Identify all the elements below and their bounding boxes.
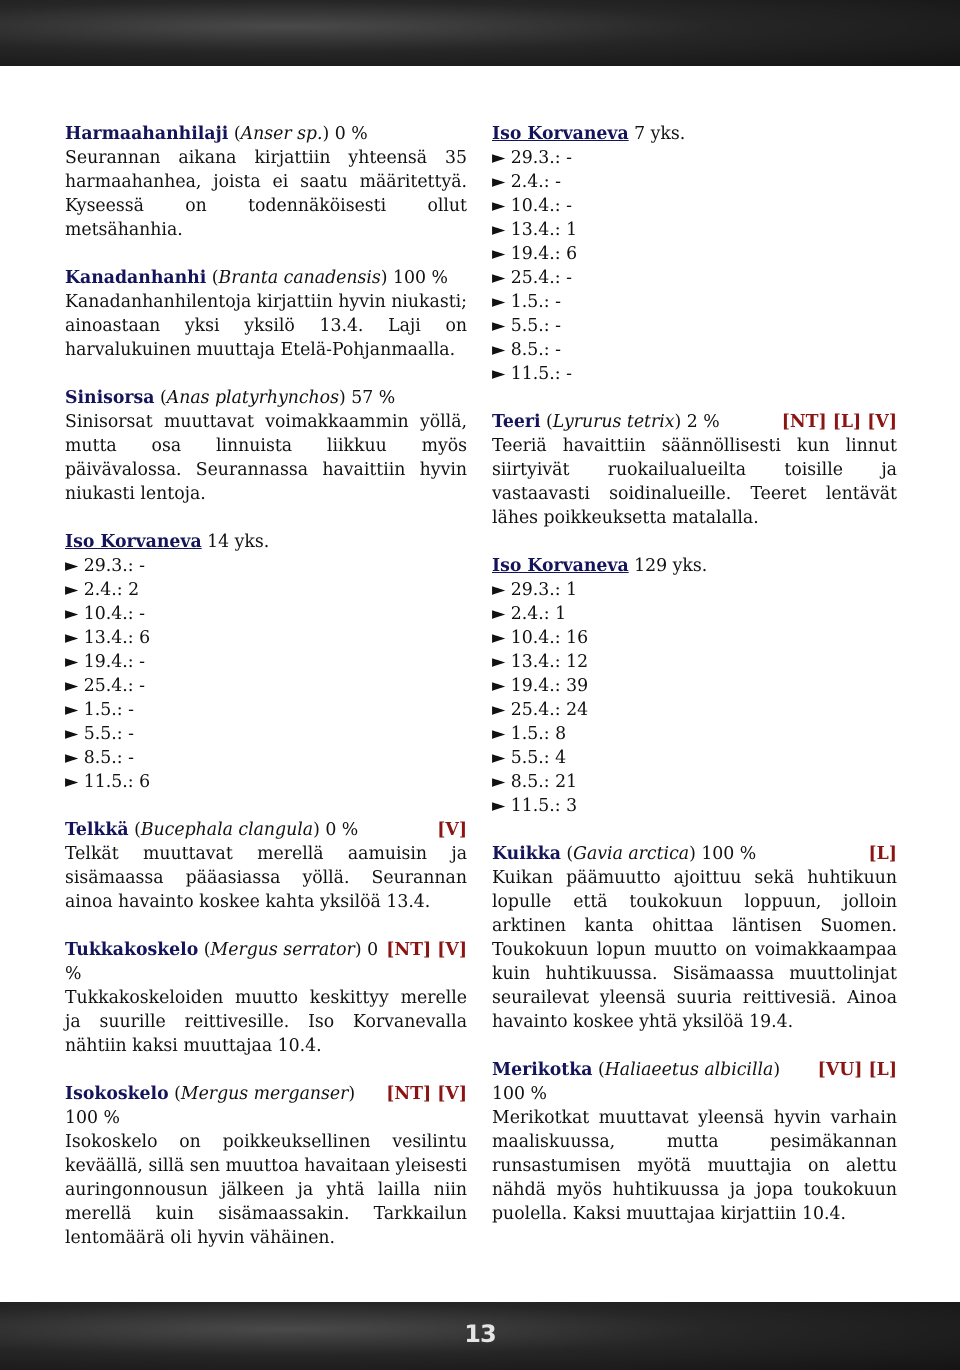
observation-item: ► 19.4.: - — [65, 650, 467, 674]
observation-item: ► 25.4.: - — [65, 674, 467, 698]
site-count: 14 yks. — [207, 532, 270, 552]
species-entry-merikotka — [492, 1058, 897, 1226]
percentage: 0 % — [334, 124, 368, 144]
species-entry-tukkakoskelo — [65, 938, 467, 1058]
species-name: Sinisorsa — [65, 388, 155, 408]
species-name: Harmaahanhilaji — [65, 124, 229, 144]
site-title: Iso Korvaneva — [65, 532, 202, 552]
species-name: Kuikka — [492, 844, 561, 864]
observation-item: ► 19.4.: 6 — [492, 242, 897, 266]
species-heading: Sinisorsa (Anas platyrhynchos) 57 % — [65, 388, 396, 408]
species-name: Tukkakoskelo — [65, 940, 199, 960]
species-description: Teeriä havaittiin säännöllisesti kun linnut siirtyivät ruokailualueilta toisille ja vastaavasti soidinalueille. Teeret lentävät lähes poikkeuksetta matalalla. — [492, 436, 897, 528]
right-column — [492, 122, 897, 1250]
species-name: Isokoskelo — [65, 1084, 169, 1104]
species-heading: Telkkä (Bucephala clangula) 0 % [V] — [65, 820, 467, 840]
latin-name: Mergus serrator — [210, 940, 355, 960]
site-block-teeri-prev — [492, 122, 897, 386]
observation-item: ► 25.4.: 24 — [492, 698, 897, 722]
species-description: Merikotkat muuttavat yleensä hyvin varhain maaliskuussa, mutta pesimäkannan runsastumisen myötä muuttajia on alettu nähdä myös huhtikuussa ja jopa toukokuun puolella. Kaksi muuttajaa kirjattiin 10.4. — [492, 1108, 897, 1224]
site-count: 7 yks. — [634, 124, 686, 144]
species-heading: Kanadanhanhi (Branta canadensis) 100 % — [65, 268, 448, 288]
observation-item: ► 19.4.: 39 — [492, 674, 897, 698]
observation-item: ► 29.3.: 1 — [492, 578, 897, 602]
observation-item: ► 11.5.: 3 — [492, 794, 897, 818]
species-description: Sinisorsat muuttavat voimakkaammin yöllä, mutta osa linnuista liikkuu myös päivävalossa. Seurannassa havaittiin hyvin niukasti lentoja. — [65, 412, 467, 504]
latin-name: Bucephala clangula — [140, 820, 314, 840]
percentage: 100 % — [65, 1108, 120, 1128]
latin-name: Anser sp. — [240, 124, 323, 144]
species-heading: Harmaahanhilaji (Anser sp.) 0 % — [65, 124, 368, 144]
observation-item: ► 13.4.: 1 — [492, 218, 897, 242]
species-heading: Merikotka (Haliaeetus albicilla) 100 % [VU] [L] — [492, 1060, 897, 1104]
latin-name: Anas platyrhynchos — [166, 388, 339, 408]
observation-item: ► 10.4.: - — [492, 194, 897, 218]
header-texture-band — [0, 0, 960, 66]
observation-item: ► 11.5.: 6 — [65, 770, 467, 794]
species-description: Telkät muuttavat merellä aamuisin ja sisämaassa pääasiassa yöllä. Seurannan ainoa havainto koskee kahta yksilöä 13.4. — [65, 844, 467, 912]
species-entry-teeri — [492, 410, 897, 530]
species-entry-kuikka — [492, 842, 897, 1034]
site-block-teeri — [492, 554, 897, 818]
observation-item: ► 1.5.: - — [492, 290, 897, 314]
site-title: Iso Korvaneva — [492, 556, 629, 576]
observation-item: ► 8.5.: 21 — [492, 770, 897, 794]
percentage: 100 % — [492, 1084, 547, 1104]
observation-item: ► 25.4.: - — [492, 266, 897, 290]
site-title: Iso Korvaneva — [492, 124, 629, 144]
species-entry-telkka — [65, 818, 467, 914]
species-heading: Isokoskelo (Mergus merganser) 100 % [NT] [V] — [65, 1084, 467, 1128]
observation-item: ► 5.5.: - — [492, 314, 897, 338]
observation-item: ► 2.4.: 2 — [65, 578, 467, 602]
species-entry-kanadanhanhi — [65, 266, 467, 362]
observation-item: ► 8.5.: - — [65, 746, 467, 770]
species-name: Teeri — [492, 412, 541, 432]
status-tags: [V] — [437, 820, 467, 840]
site-count: 129 yks. — [634, 556, 708, 576]
species-name: Merikotka — [492, 1060, 593, 1080]
observation-list — [65, 554, 467, 794]
percentage: 57 % — [351, 388, 396, 408]
species-entry-isokoskelo — [65, 1082, 467, 1250]
latin-name: Branta canadensis — [218, 268, 381, 288]
status-tags: [NT] [V] — [386, 940, 467, 960]
latin-name: Lyrurus tetrix — [552, 412, 675, 432]
observation-item: ► 1.5.: - — [65, 698, 467, 722]
percentage: 2 % — [686, 412, 720, 432]
species-description: Isokoskelo on poikkeuksellinen vesilintu keväällä, sillä sen muuttoa havaitaan yleisesti auringonnousun jälkeen ja yhtä lailla niin merellä kuin sisämaassakin. Tarkkailun lentomäärä oli hyvin vähäinen. — [65, 1132, 467, 1248]
status-tags: [VU] [L] — [817, 1060, 897, 1080]
species-heading: Kuikka (Gavia arctica) 100 % [L] — [492, 844, 897, 864]
species-heading: Teeri (Lyrurus tetrix) 2 % [NT] [L] [V] — [492, 412, 897, 432]
latin-name: Haliaeetus albicilla — [604, 1060, 774, 1080]
percentage: 100 % — [701, 844, 757, 864]
page-number: 13 — [464, 1320, 496, 1348]
observation-item: ► 5.5.: 4 — [492, 746, 897, 770]
status-tags: [NT] [L] [V] — [781, 412, 897, 432]
observation-item: ► 10.4.: - — [65, 602, 467, 626]
species-description: Tukkakoskeloiden muutto keskittyy merelle ja suurille reittivesille. Iso Korvanevalla nähtiin kaksi muuttajaa 10.4. — [65, 988, 467, 1056]
species-name: Telkkä — [65, 820, 129, 840]
observation-list — [492, 578, 897, 818]
species-description: Kuikan päämuutto ajoittuu sekä huhtikuun lopulle että toukokuun loppuun, jolloin arktinen kanta ohittaa läntisen Suomen. Toukokuun lopun muutto on voimakkaampaa kuin huhtikuussa. Sisämaassa muuttolinjat seurailevat yleensä suuria reittivesiä. Ainoa havainto koskee yhtä yksilöä 19.4. — [492, 868, 897, 1032]
observation-item: ► 29.3.: - — [492, 146, 897, 170]
site-block-sinisorsa — [65, 530, 467, 794]
species-name: Kanadanhanhi — [65, 268, 207, 288]
species-description: Seurannan aikana kirjattiin yhteensä 35 harmaahanhea, joista ei saatu määritettyä. Kyseessä on todennäköisesti ollut metsähanhia. — [65, 148, 467, 240]
status-tags: [NT] [V] — [386, 1084, 467, 1104]
percentage: 0 % — [65, 940, 379, 984]
observation-item: ► 11.5.: - — [492, 362, 897, 386]
latin-name: Mergus merganser — [180, 1084, 349, 1104]
observation-item: ► 5.5.: - — [65, 722, 467, 746]
species-description: Kanadanhanhilentoja kirjattiin hyvin niukasti; ainoastaan yksi yksilö 13.4. Laji on harvalukuinen muuttaja Etelä-Pohjanmaalla. — [65, 292, 467, 360]
observation-item: ► 13.4.: 6 — [65, 626, 467, 650]
observation-list — [492, 146, 897, 386]
observation-item: ► 10.4.: 16 — [492, 626, 897, 650]
left-column — [65, 122, 467, 1274]
species-entry-sinisorsa — [65, 386, 467, 506]
observation-item: ► 13.4.: 12 — [492, 650, 897, 674]
observation-item: ► 8.5.: - — [492, 338, 897, 362]
latin-name: Gavia arctica — [573, 844, 690, 864]
observation-item: ► 2.4.: 1 — [492, 602, 897, 626]
species-entry-harmaahanhilaji — [65, 122, 467, 242]
observation-item: ► 1.5.: 8 — [492, 722, 897, 746]
species-heading: Tukkakoskelo (Mergus serrator) 0 % [NT] [V] — [65, 940, 467, 984]
status-tags: [L] — [868, 844, 897, 864]
observation-item: ► 2.4.: - — [492, 170, 897, 194]
percentage: 100 % — [393, 268, 448, 288]
percentage: 0 % — [325, 820, 359, 840]
observation-item: ► 29.3.: - — [65, 554, 467, 578]
